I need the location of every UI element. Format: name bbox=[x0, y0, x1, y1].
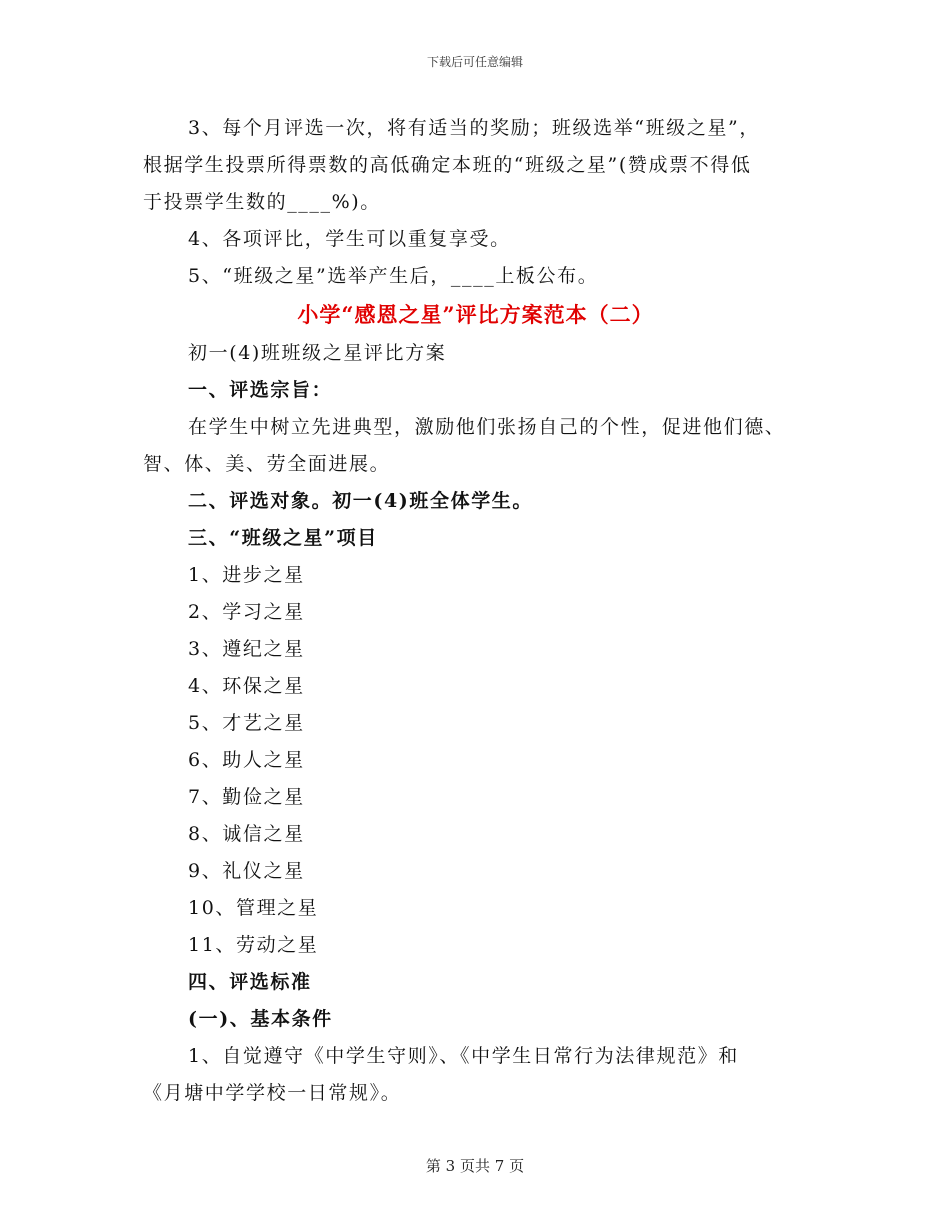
list-item: 7、勤俭之星 bbox=[188, 786, 305, 808]
heading-target: 二、评选对象。初一(4)班全体学生。 bbox=[188, 490, 534, 512]
paragraph-3-line-1: 3、每个月评选一次，将有适当的奖励；班级选举“班级之星”， bbox=[188, 117, 760, 139]
list-item: 3、遵纪之星 bbox=[188, 638, 305, 660]
purpose-line-1: 在学生中树立先进典型，激励他们张扬自己的个性，促进他们德、 bbox=[188, 416, 786, 438]
paragraph-5: 5、“班级之星”选举产生后，____上板公布。 bbox=[188, 265, 599, 287]
heading-purpose: 一、评选宗旨： bbox=[188, 379, 333, 401]
criteria-line-2: 《月塘中学学校一日常规》。 bbox=[143, 1082, 402, 1104]
criteria-line-1: 1、自觉遵守《中学生守则》、《中学生日常行为法律规范》和 bbox=[188, 1045, 739, 1067]
list-item: 1、进步之星 bbox=[188, 564, 305, 586]
purpose-line-2: 智、体、美、劳全面进展。 bbox=[143, 453, 391, 475]
list-item: 5、才艺之星 bbox=[188, 712, 305, 734]
list-item: 2、学习之星 bbox=[188, 601, 305, 623]
page-header: 下载后可任意编辑 bbox=[426, 55, 523, 69]
paragraph-3-line-2: 根据学生投票所得票数的高低确定本班的“班级之星”(赞成票不得低 bbox=[143, 154, 752, 176]
paragraph-4: 4、各项评比，学生可以重复享受。 bbox=[188, 228, 511, 250]
heading-basic-conditions: (一)、基本条件 bbox=[188, 1008, 333, 1030]
list-item: 11、劳动之星 bbox=[188, 934, 319, 956]
page-footer: 第 3 页共 7 页 bbox=[425, 1157, 525, 1175]
document-body bbox=[143, 110, 808, 1112]
heading-criteria: 四、评选标准 bbox=[188, 971, 312, 993]
list-item: 8、诚信之星 bbox=[188, 823, 305, 845]
list-item: 6、助人之星 bbox=[188, 749, 305, 771]
section-title: 小学“感恩之星”评比方案范本（二） bbox=[297, 302, 654, 327]
list-item: 10、管理之星 bbox=[188, 897, 319, 919]
plan-subtitle: 初一(4)班班级之星评比方案 bbox=[188, 342, 447, 364]
star-list bbox=[143, 557, 808, 964]
list-item: 4、环保之星 bbox=[188, 675, 305, 697]
paragraph-3-line-3: 于投票学生数的____%)。 bbox=[143, 191, 381, 213]
list-item: 9、礼仪之星 bbox=[188, 860, 305, 882]
heading-items: 三、“班级之星”项目 bbox=[188, 527, 378, 549]
